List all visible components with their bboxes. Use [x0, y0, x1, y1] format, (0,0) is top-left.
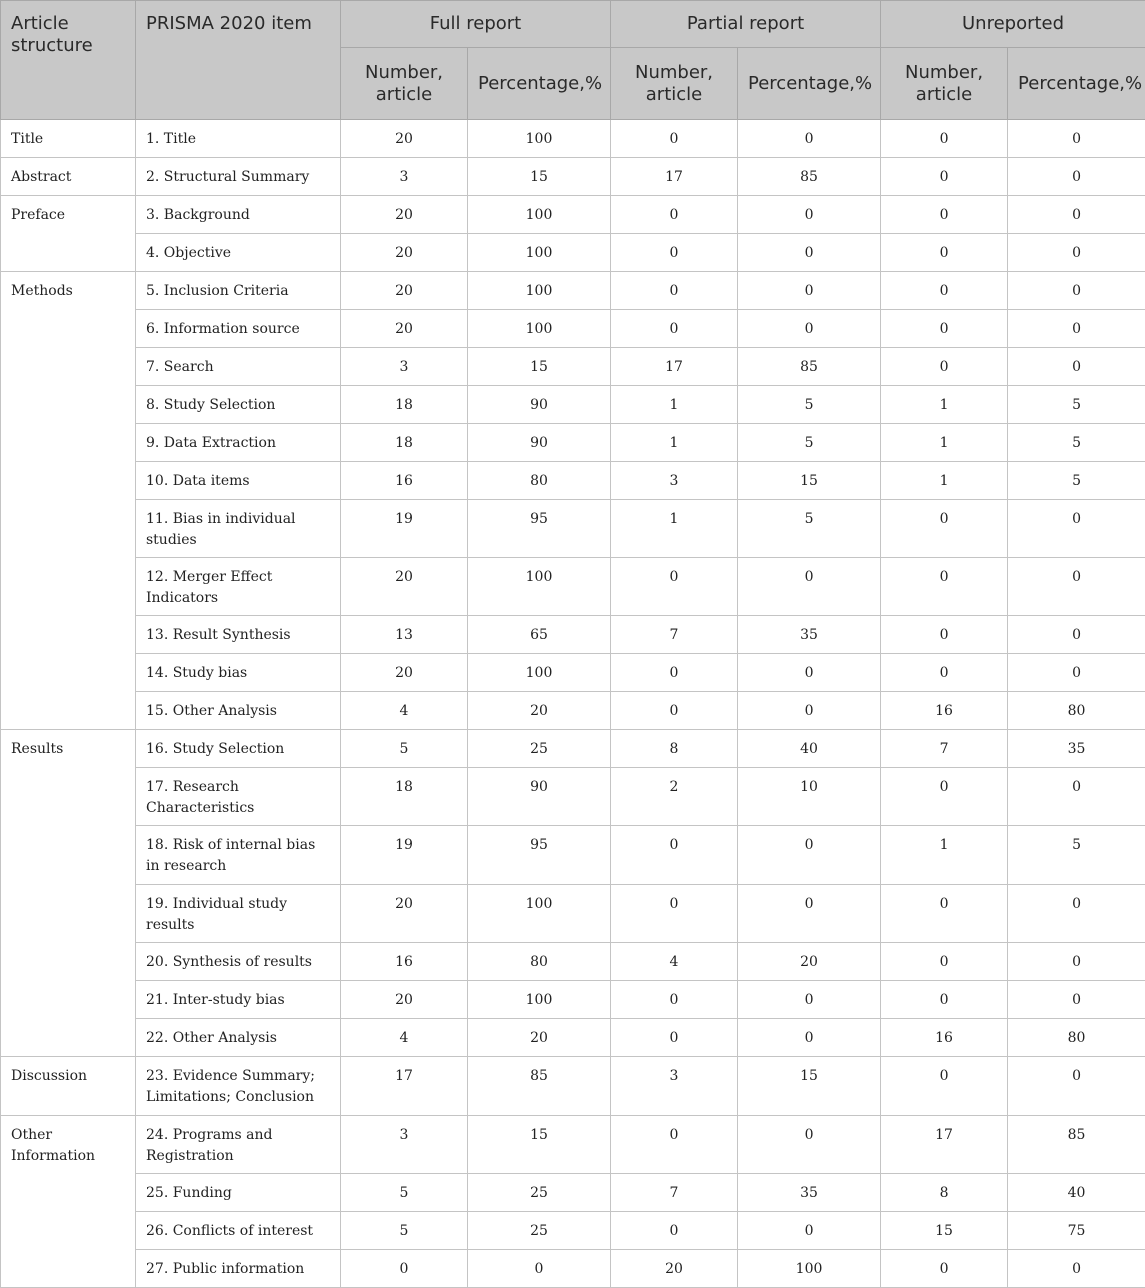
table-row — [1, 310, 1145, 348]
full-number-cell: 20 — [341, 272, 468, 310]
article-structure-cell: Preface — [1, 196, 136, 272]
unreported-number-cell: 0 — [881, 196, 1008, 234]
partial-percentage-cell: 0 — [738, 654, 881, 692]
full-percentage-cell: 65 — [468, 616, 611, 654]
full-percentage-cell: 100 — [468, 654, 611, 692]
table-row — [1, 1057, 1145, 1116]
prisma-item-cell: 26. Conflicts of interest — [136, 1212, 341, 1250]
table-row — [1, 1116, 1145, 1174]
unreported-number-cell: 0 — [881, 1250, 1008, 1288]
full-number-cell: 5 — [341, 730, 468, 768]
full-number-cell: 20 — [341, 310, 468, 348]
prisma-item-cell: 24. Programs and Registration — [136, 1116, 341, 1174]
prisma-item-cell: 23. Evidence Summary; Limitations; Conclusion — [136, 1057, 341, 1116]
full-number-cell: 17 — [341, 1057, 468, 1116]
full-number-cell: 20 — [341, 120, 468, 158]
partial-number-cell: 0 — [611, 885, 738, 943]
header-article-structure: Article structure — [1, 1, 136, 120]
partial-number-cell: 0 — [611, 196, 738, 234]
full-percentage-cell: 90 — [468, 424, 611, 462]
full-percentage-cell: 25 — [468, 1212, 611, 1250]
unreported-number-cell: 15 — [881, 1212, 1008, 1250]
full-percentage-cell: 100 — [468, 234, 611, 272]
unreported-percentage-cell: 35 — [1008, 730, 1145, 768]
unreported-number-cell: 0 — [881, 348, 1008, 386]
partial-percentage-cell: 20 — [738, 943, 881, 981]
full-number-cell: 19 — [341, 500, 468, 558]
partial-percentage-cell: 0 — [738, 234, 881, 272]
full-number-cell: 5 — [341, 1174, 468, 1212]
header-full-percentage: Percentage,% — [468, 48, 611, 120]
unreported-number-cell: 0 — [881, 768, 1008, 826]
partial-percentage-cell: 0 — [738, 1116, 881, 1174]
full-percentage-cell: 100 — [468, 196, 611, 234]
full-number-cell: 3 — [341, 1116, 468, 1174]
unreported-number-cell: 0 — [881, 981, 1008, 1019]
unreported-percentage-cell: 0 — [1008, 348, 1145, 386]
full-number-cell: 18 — [341, 768, 468, 826]
partial-number-cell: 7 — [611, 616, 738, 654]
partial-percentage-cell: 15 — [738, 1057, 881, 1116]
unreported-number-cell: 0 — [881, 1057, 1008, 1116]
unreported-percentage-cell: 5 — [1008, 462, 1145, 500]
unreported-percentage-cell: 0 — [1008, 310, 1145, 348]
unreported-percentage-cell: 5 — [1008, 424, 1145, 462]
prisma-item-cell: 22. Other Analysis — [136, 1019, 341, 1057]
unreported-percentage-cell: 40 — [1008, 1174, 1145, 1212]
partial-number-cell: 0 — [611, 272, 738, 310]
prisma-item-cell: 12. Merger Effect Indicators — [136, 558, 341, 616]
partial-percentage-cell: 0 — [738, 272, 881, 310]
partial-percentage-cell: 5 — [738, 386, 881, 424]
unreported-percentage-cell: 0 — [1008, 500, 1145, 558]
table-row — [1, 500, 1145, 558]
full-percentage-cell: 90 — [468, 768, 611, 826]
full-number-cell: 18 — [341, 386, 468, 424]
unreported-number-cell: 0 — [881, 885, 1008, 943]
full-number-cell: 20 — [341, 885, 468, 943]
prisma-item-cell: 13. Result Synthesis — [136, 616, 341, 654]
full-number-cell: 20 — [341, 234, 468, 272]
unreported-number-cell: 0 — [881, 310, 1008, 348]
table-row — [1, 558, 1145, 616]
prisma-item-cell: 9. Data Extraction — [136, 424, 341, 462]
partial-percentage-cell: 0 — [738, 196, 881, 234]
full-number-cell: 3 — [341, 348, 468, 386]
unreported-number-cell: 0 — [881, 234, 1008, 272]
table-row — [1, 768, 1145, 826]
partial-number-cell: 0 — [611, 558, 738, 616]
full-number-cell: 13 — [341, 616, 468, 654]
full-percentage-cell: 15 — [468, 348, 611, 386]
unreported-percentage-cell: 0 — [1008, 158, 1145, 196]
unreported-number-cell: 0 — [881, 616, 1008, 654]
partial-percentage-cell: 0 — [738, 692, 881, 730]
table-body — [1, 120, 1145, 1288]
partial-number-cell: 3 — [611, 462, 738, 500]
partial-percentage-cell: 35 — [738, 1174, 881, 1212]
full-percentage-cell: 0 — [468, 1250, 611, 1288]
unreported-percentage-cell: 80 — [1008, 692, 1145, 730]
unreported-number-cell: 0 — [881, 500, 1008, 558]
full-percentage-cell: 100 — [468, 885, 611, 943]
full-percentage-cell: 80 — [468, 943, 611, 981]
full-number-cell: 20 — [341, 196, 468, 234]
table-row — [1, 348, 1145, 386]
unreported-number-cell: 16 — [881, 692, 1008, 730]
full-percentage-cell: 100 — [468, 558, 611, 616]
prisma-item-cell: 17. Research Characteristics — [136, 768, 341, 826]
partial-percentage-cell: 0 — [738, 885, 881, 943]
partial-percentage-cell: 5 — [738, 500, 881, 558]
partial-percentage-cell: 0 — [738, 310, 881, 348]
partial-number-cell: 0 — [611, 1019, 738, 1057]
partial-percentage-cell: 0 — [738, 1212, 881, 1250]
unreported-number-cell: 16 — [881, 1019, 1008, 1057]
partial-percentage-cell: 0 — [738, 120, 881, 158]
unreported-number-cell: 0 — [881, 654, 1008, 692]
full-percentage-cell: 100 — [468, 310, 611, 348]
unreported-percentage-cell: 0 — [1008, 120, 1145, 158]
header-prisma-item: PRISMA 2020 item — [136, 1, 341, 120]
full-percentage-cell: 100 — [468, 272, 611, 310]
header-partial-report: Partial report — [611, 1, 881, 48]
unreported-percentage-cell: 0 — [1008, 234, 1145, 272]
full-number-cell: 18 — [341, 424, 468, 462]
prisma-item-cell: 6. Information source — [136, 310, 341, 348]
full-number-cell: 5 — [341, 1212, 468, 1250]
unreported-percentage-cell: 0 — [1008, 558, 1145, 616]
prisma-item-cell: 27. Public information — [136, 1250, 341, 1288]
unreported-percentage-cell: 0 — [1008, 943, 1145, 981]
prisma-item-cell: 3. Background — [136, 196, 341, 234]
table-row — [1, 1174, 1145, 1212]
unreported-number-cell: 7 — [881, 730, 1008, 768]
full-percentage-cell: 85 — [468, 1057, 611, 1116]
unreported-number-cell: 0 — [881, 272, 1008, 310]
unreported-number-cell: 1 — [881, 386, 1008, 424]
partial-number-cell: 20 — [611, 1250, 738, 1288]
partial-percentage-cell: 0 — [738, 826, 881, 885]
unreported-number-cell: 0 — [881, 158, 1008, 196]
table-row — [1, 196, 1145, 234]
partial-percentage-cell: 5 — [738, 424, 881, 462]
table-row — [1, 158, 1145, 196]
full-percentage-cell: 15 — [468, 158, 611, 196]
table-row — [1, 826, 1145, 885]
table-row — [1, 424, 1145, 462]
partial-number-cell: 0 — [611, 826, 738, 885]
full-percentage-cell: 20 — [468, 1019, 611, 1057]
unreported-percentage-cell: 5 — [1008, 386, 1145, 424]
prisma-item-cell: 11. Bias in individual studies — [136, 500, 341, 558]
partial-number-cell: 0 — [611, 120, 738, 158]
partial-number-cell: 17 — [611, 158, 738, 196]
full-percentage-cell: 15 — [468, 1116, 611, 1174]
header-unreported: Unreported — [881, 1, 1145, 48]
unreported-number-cell: 17 — [881, 1116, 1008, 1174]
partial-number-cell: 1 — [611, 386, 738, 424]
unreported-number-cell: 1 — [881, 462, 1008, 500]
partial-number-cell: 7 — [611, 1174, 738, 1212]
table-header — [1, 1, 1145, 120]
prisma-item-cell: 16. Study Selection — [136, 730, 341, 768]
table-row — [1, 654, 1145, 692]
partial-number-cell: 0 — [611, 234, 738, 272]
full-number-cell: 20 — [341, 654, 468, 692]
header-partial-percentage: Percentage,% — [738, 48, 881, 120]
partial-number-cell: 4 — [611, 943, 738, 981]
table-row — [1, 462, 1145, 500]
prisma-item-cell: 5. Inclusion Criteria — [136, 272, 341, 310]
partial-percentage-cell: 85 — [738, 348, 881, 386]
table-row — [1, 1250, 1145, 1288]
full-percentage-cell: 95 — [468, 826, 611, 885]
unreported-percentage-cell: 0 — [1008, 196, 1145, 234]
partial-number-cell: 2 — [611, 768, 738, 826]
partial-percentage-cell: 15 — [738, 462, 881, 500]
header-partial-number: Number, article — [611, 48, 738, 120]
full-percentage-cell: 90 — [468, 386, 611, 424]
prisma-item-cell: 1. Title — [136, 120, 341, 158]
table-row — [1, 272, 1145, 310]
full-number-cell: 0 — [341, 1250, 468, 1288]
unreported-percentage-cell: 0 — [1008, 1250, 1145, 1288]
unreported-number-cell: 0 — [881, 120, 1008, 158]
partial-number-cell: 0 — [611, 654, 738, 692]
prisma-item-cell: 10. Data items — [136, 462, 341, 500]
table-row — [1, 1019, 1145, 1057]
prisma-item-cell: 21. Inter-study bias — [136, 981, 341, 1019]
prisma-item-cell: 15. Other Analysis — [136, 692, 341, 730]
table-row — [1, 234, 1145, 272]
table-row — [1, 1212, 1145, 1250]
full-number-cell: 19 — [341, 826, 468, 885]
partial-number-cell: 1 — [611, 500, 738, 558]
article-structure-cell: Discussion — [1, 1057, 136, 1116]
prisma-item-cell: 7. Search — [136, 348, 341, 386]
full-number-cell: 3 — [341, 158, 468, 196]
unreported-percentage-cell: 0 — [1008, 1057, 1145, 1116]
full-percentage-cell: 25 — [468, 730, 611, 768]
table-row — [1, 943, 1145, 981]
table-row — [1, 981, 1145, 1019]
unreported-percentage-cell: 5 — [1008, 826, 1145, 885]
table-row — [1, 692, 1145, 730]
full-percentage-cell: 100 — [468, 120, 611, 158]
partial-percentage-cell: 100 — [738, 1250, 881, 1288]
article-structure-cell: Abstract — [1, 158, 136, 196]
prisma-item-cell: 4. Objective — [136, 234, 341, 272]
prisma-item-cell: 8. Study Selection — [136, 386, 341, 424]
unreported-percentage-cell: 0 — [1008, 885, 1145, 943]
unreported-number-cell: 0 — [881, 558, 1008, 616]
header-full-report: Full report — [341, 1, 611, 48]
partial-number-cell: 0 — [611, 981, 738, 1019]
partial-number-cell: 0 — [611, 310, 738, 348]
full-number-cell: 20 — [341, 558, 468, 616]
partial-number-cell: 17 — [611, 348, 738, 386]
table-row — [1, 120, 1145, 158]
unreported-percentage-cell: 75 — [1008, 1212, 1145, 1250]
full-percentage-cell: 95 — [468, 500, 611, 558]
table-row — [1, 616, 1145, 654]
table-row — [1, 386, 1145, 424]
prisma-item-cell: 2. Structural Summary — [136, 158, 341, 196]
partial-percentage-cell: 0 — [738, 1019, 881, 1057]
header-unreported-number: Number, article — [881, 48, 1008, 120]
partial-percentage-cell: 40 — [738, 730, 881, 768]
partial-percentage-cell: 0 — [738, 558, 881, 616]
partial-percentage-cell: 35 — [738, 616, 881, 654]
prisma-item-cell: 20. Synthesis of results — [136, 943, 341, 981]
unreported-percentage-cell: 80 — [1008, 1019, 1145, 1057]
article-structure-cell: Title — [1, 120, 136, 158]
unreported-number-cell: 1 — [881, 424, 1008, 462]
table-row — [1, 885, 1145, 943]
full-percentage-cell: 100 — [468, 981, 611, 1019]
prisma-item-cell: 14. Study bias — [136, 654, 341, 692]
header-unreported-percentage: Percentage,% — [1008, 48, 1145, 120]
full-number-cell: 4 — [341, 692, 468, 730]
article-structure-cell: Other Information — [1, 1116, 136, 1288]
partial-number-cell: 8 — [611, 730, 738, 768]
unreported-percentage-cell: 0 — [1008, 616, 1145, 654]
article-structure-cell: Results — [1, 730, 136, 1057]
full-number-cell: 16 — [341, 943, 468, 981]
full-percentage-cell: 80 — [468, 462, 611, 500]
unreported-number-cell: 0 — [881, 943, 1008, 981]
partial-number-cell: 3 — [611, 1057, 738, 1116]
full-percentage-cell: 25 — [468, 1174, 611, 1212]
prisma-item-cell: 18. Risk of internal bias in research — [136, 826, 341, 885]
partial-number-cell: 0 — [611, 1212, 738, 1250]
full-number-cell: 20 — [341, 981, 468, 1019]
partial-percentage-cell: 0 — [738, 981, 881, 1019]
unreported-percentage-cell: 0 — [1008, 654, 1145, 692]
unreported-number-cell: 1 — [881, 826, 1008, 885]
prisma-item-cell: 25. Funding — [136, 1174, 341, 1212]
article-structure-cell: Methods — [1, 272, 136, 730]
table-row — [1, 730, 1145, 768]
unreported-percentage-cell: 85 — [1008, 1116, 1145, 1174]
unreported-percentage-cell: 0 — [1008, 768, 1145, 826]
partial-percentage-cell: 85 — [738, 158, 881, 196]
full-number-cell: 4 — [341, 1019, 468, 1057]
unreported-percentage-cell: 0 — [1008, 272, 1145, 310]
header-full-number: Number, article — [341, 48, 468, 120]
partial-number-cell: 0 — [611, 692, 738, 730]
unreported-number-cell: 8 — [881, 1174, 1008, 1212]
partial-number-cell: 0 — [611, 1116, 738, 1174]
prisma-item-cell: 19. Individual study results — [136, 885, 341, 943]
full-number-cell: 16 — [341, 462, 468, 500]
full-percentage-cell: 20 — [468, 692, 611, 730]
partial-percentage-cell: 10 — [738, 768, 881, 826]
unreported-percentage-cell: 0 — [1008, 981, 1145, 1019]
partial-number-cell: 1 — [611, 424, 738, 462]
